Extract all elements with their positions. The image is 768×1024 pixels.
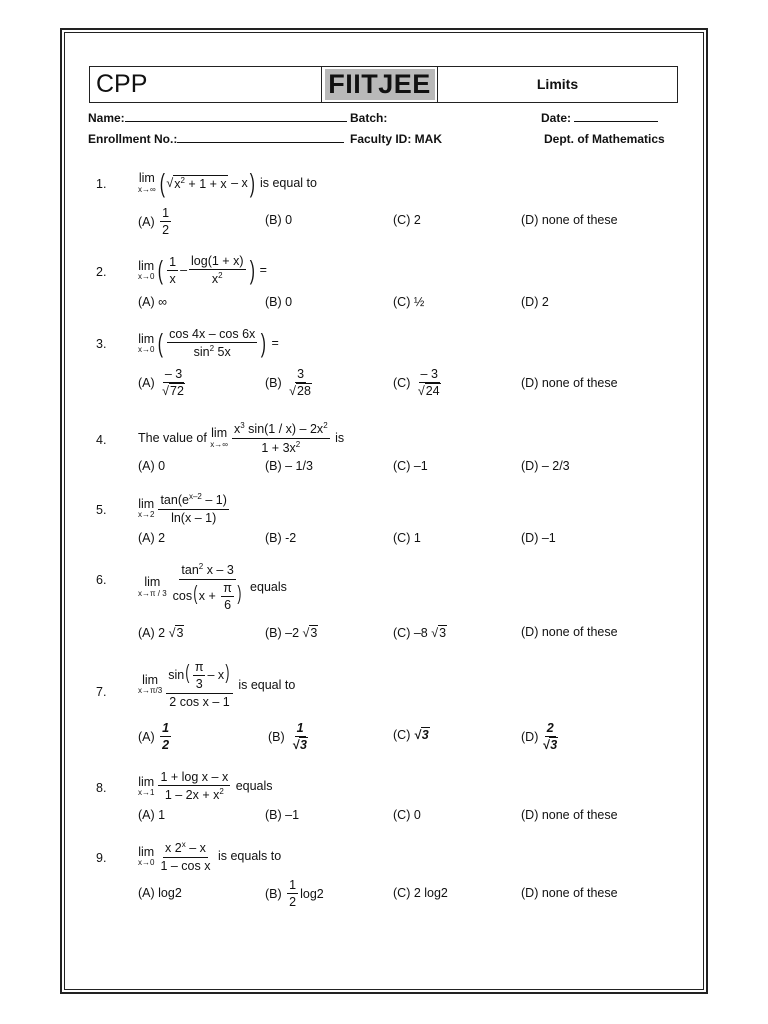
question-number: 9.	[96, 851, 107, 865]
question-7-option-b: (B) $\frac{1}{√3}$	[268, 721, 307, 753]
question-2-option-b: (B) 0	[265, 295, 293, 309]
question-number: 8.	[96, 781, 107, 795]
question-4-option-c: (C) –1	[393, 459, 428, 473]
question-number: 6.	[96, 573, 107, 587]
question-8-option-b: (B) –1	[265, 808, 300, 822]
question-8-option-c: (C) 0	[393, 808, 421, 822]
question-1-option-c: (C) 2	[393, 213, 421, 227]
question-3-option-b: (B) $\frac{3}{√28}$	[265, 367, 311, 399]
question-9-option-d: (D) none of these	[521, 886, 618, 900]
question-6-option-a: (A) 2 √ 3	[138, 625, 184, 640]
question-1-option-a: (A) $\frac{1}{2}$	[138, 206, 170, 238]
department-label: Dept. of Mathematics	[544, 132, 665, 146]
date-field: Date:	[541, 111, 658, 125]
question-8-option-d: (D) none of these	[521, 808, 618, 822]
question-6-option-c: (C) –8 √ 3	[393, 625, 447, 640]
question-2-option-d: (D) 2	[521, 295, 549, 309]
question-3-option-a: (A) $\frac{- 3}{√72}$	[138, 367, 184, 399]
question-1-option-d: (D) none of these	[521, 213, 618, 227]
question-2-expression: lim x→0 ( $\frac{1}{x}$ – $\frac{\log(1 + x)}{x^2}$ ) =	[138, 254, 267, 287]
question-number: 2.	[96, 265, 107, 279]
batch-label: Batch:	[350, 111, 388, 125]
question-number: 4.	[96, 433, 107, 447]
enrollment-field: Enrollment No.:	[88, 132, 344, 146]
question-8-option-a: (A) 1	[138, 808, 166, 822]
question-number: 1.	[96, 177, 107, 191]
question-5-option-d: (D) –1	[521, 531, 556, 545]
question-3-option-d: (D) none of these	[521, 376, 618, 390]
question-1-option-b: (B) 0	[265, 213, 293, 227]
question-3-option-c: (C) $\frac{- 3}{√24}$	[393, 367, 440, 399]
topic-title: Limits	[536, 76, 579, 92]
question-9-option-c: (C) 2 log2	[393, 886, 448, 900]
doc-type-label: CPP	[90, 67, 322, 102]
question-2-option-c: (C) ½	[393, 295, 425, 309]
header-box	[89, 66, 678, 103]
question-9-expression: lim x→0 $\frac{x 2^x - x}{\text{1 – cos x}}$ is equals to	[138, 840, 282, 873]
question-6-expression: lim x→π / 3 $\tan^2 x - 3$ cos(x + $\frac{\pi}{6}$ ) equals	[138, 562, 287, 612]
question-5-option-a: (A) 2	[138, 531, 166, 545]
question-4-option-b: (B) – 1/3	[265, 459, 313, 473]
question-7-option-c: (C) √3	[393, 728, 429, 742]
faculty-id: Faculty ID: MAK	[350, 132, 443, 146]
question-5-option-c: (C) 1	[393, 531, 421, 545]
question-3-expression: lim x→0 ( $\frac{\cos 4x - \cos 6x}{\sin^2 5x}$ ) =	[138, 327, 279, 360]
question-8-expression: lim x→1 $\frac{\text{1 + log x – x}}{1 - 2x + x^2}$ equals	[138, 770, 273, 803]
question-9-option-b: (B) $\frac{1}{2}$ log2	[265, 878, 324, 910]
question-9-option-a: (A) log2	[138, 886, 182, 900]
question-1-expression: lim x→∞ ( √ $x^2 + 1 + x$ – x ) is equal to	[138, 168, 317, 198]
question-5-expression: lim x→2 $\frac{\tan(e^{x-2} - 1)}{\ln(x - 1)}$	[138, 492, 227, 525]
question-7-option-d: (D) $\frac{2}{√3}$	[521, 721, 558, 753]
question-7-expression: lim x→π/3 sin( $\frac{\pi}{3}$ – x) 2 cos x – 1 is equal to	[138, 660, 296, 709]
question-number: 3.	[96, 337, 107, 351]
question-number: 7.	[96, 685, 107, 699]
question-5-option-b: (B) -2	[265, 531, 297, 545]
question-4-option-d: (D) – 2/3	[521, 459, 570, 473]
question-number: 5.	[96, 503, 107, 517]
question-4-expression: The value of lim x→∞ $\frac{x^3 \sin(1 / x) - 2x^2}{1 + 3x^2}$ is	[138, 421, 345, 455]
question-7-option-a: (A) $\frac{1}{2}$	[138, 721, 170, 753]
question-6-option-b: (B) –2 √ 3	[265, 625, 318, 640]
question-4-option-a: (A) 0	[138, 459, 166, 473]
question-6-option-d: (D) none of these	[521, 625, 618, 639]
question-2-option-a: (A) ∞	[138, 295, 168, 309]
name-field: Name:	[88, 111, 347, 125]
brand-logo: FIITJEE	[325, 69, 435, 100]
